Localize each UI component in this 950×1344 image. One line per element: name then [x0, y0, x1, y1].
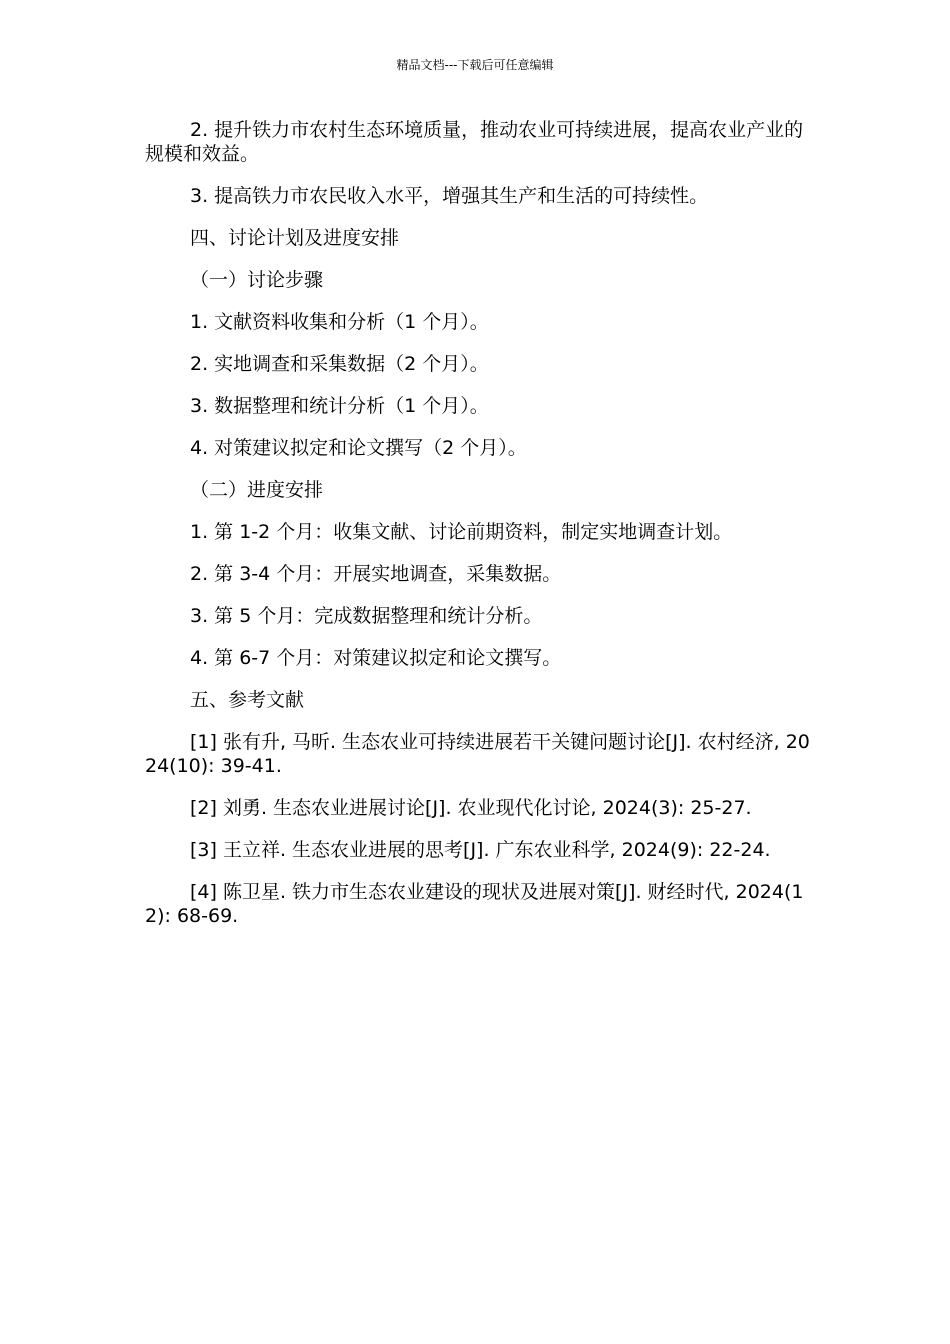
step-item-1: 1. 文献资料收集和分析（1 个月）。 — [190, 311, 489, 333]
reference-item-3: [3] 王立祥. 生态农业进展的思考[J]. 广东农业科学, 2024(9): 22-24. — [190, 839, 771, 861]
schedule-item-2: 2. 第 3-4 个月：开展实地调查，采集数据。 — [190, 563, 562, 585]
section-heading-plan: 四、讨论计划及进度安排 — [190, 227, 400, 249]
schedule-item-3: 3. 第 5 个月：完成数据整理和统计分析。 — [190, 605, 543, 627]
step-item-4: 4. 对策建议拟定和论文撰写（2 个月）。 — [190, 437, 527, 459]
document-body — [145, 118, 810, 946]
subsection-heading-schedule: （二）进度安排 — [190, 479, 324, 501]
step-item-3: 3. 数据整理和统计分析（1 个月）。 — [190, 395, 489, 417]
step-item-2: 2. 实地调查和采集数据（2 个月）。 — [190, 353, 489, 375]
reference-item-2: [2] 刘勇. 生态农业进展讨论[J]. 农业现代化讨论, 2024(3): 25-27. — [190, 797, 752, 819]
page-header: 精品文档---下载后可任意编辑 — [396, 58, 554, 72]
paragraph-goal-2: 2. 提升铁力市农村生态环境质量，推动农业可持续进展，提高农业产业的规模和效益。 — [145, 119, 804, 165]
reference-item-1: [1] 张有升, 马昕. 生态农业可持续进展若干关键问题讨论[J]. 农村经济, 2024(10): 39-41. — [145, 731, 810, 777]
paragraph-goal-3: 3. 提高铁力市农民收入水平，增强其生产和生活的可持续性。 — [190, 185, 709, 207]
schedule-item-1: 1. 第 1-2 个月：收集文献、讨论前期资料，制定实地调查计划。 — [190, 521, 733, 543]
reference-item-4: [4] 陈卫星. 铁力市生态农业建设的现状及进展对策[J]. 财经时代, 2024(12): 68-69. — [145, 881, 804, 927]
section-heading-references: 五、参考文献 — [190, 689, 305, 711]
schedule-item-4: 4. 第 6-7 个月：对策建议拟定和论文撰写。 — [190, 647, 562, 669]
subsection-heading-steps: （一）讨论步骤 — [190, 269, 324, 291]
